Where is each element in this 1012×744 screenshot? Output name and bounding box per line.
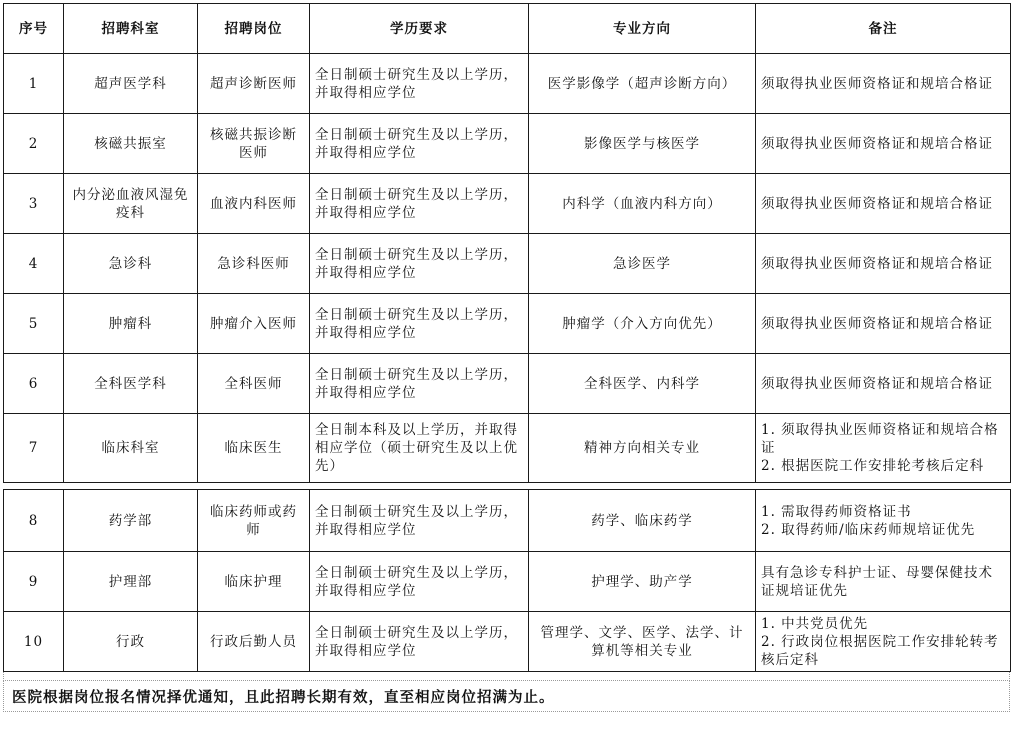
note-line: 2. 行政岗位根据医院工作安排轮转考核后定科 bbox=[761, 633, 999, 668]
cell-dept: 急诊科 bbox=[64, 234, 198, 294]
cell-no: 9 bbox=[4, 552, 64, 612]
cell-no: 3 bbox=[4, 174, 64, 234]
cell-notes bbox=[756, 552, 1011, 612]
cell-education: 全日制硕士研究生及以上学历，并取得相应学位 bbox=[310, 354, 529, 414]
cell-major: 肿瘤学（介入方向优先） bbox=[529, 294, 756, 354]
cell-dept: 内分泌血液风湿免疫科 bbox=[64, 174, 198, 234]
cell-major: 精神方向相关专业 bbox=[529, 414, 756, 483]
note-line: 须取得执业医师资格证和规培合格证 bbox=[761, 195, 993, 212]
note-line: 须取得执业医师资格证和规培合格证 bbox=[761, 315, 993, 332]
cell-dept: 全科医学科 bbox=[64, 354, 198, 414]
note-line: 须取得执业医师资格证和规培合格证 bbox=[761, 75, 993, 92]
table-row bbox=[4, 414, 1011, 483]
cell-education: 全日制本科及以上学历，并取得相应学位（硕士研究生及以上优先） bbox=[310, 414, 529, 483]
cell-notes bbox=[756, 294, 1011, 354]
cell-post: 全科医师 bbox=[198, 354, 310, 414]
cell-no: 1 bbox=[4, 54, 64, 114]
cell-notes bbox=[756, 174, 1011, 234]
cell-no: 2 bbox=[4, 114, 64, 174]
cell-no: 10 bbox=[4, 612, 64, 672]
header-education: 学历要求 bbox=[310, 4, 529, 54]
recruitment-table-part2 bbox=[3, 489, 1011, 672]
cell-post: 临床药师或药师 bbox=[198, 490, 310, 552]
cell-major: 急诊医学 bbox=[529, 234, 756, 294]
footer-spacer bbox=[3, 672, 1010, 681]
cell-notes bbox=[756, 612, 1011, 672]
cell-post: 临床医生 bbox=[198, 414, 310, 483]
header-major: 专业方向 bbox=[529, 4, 756, 54]
cell-no: 6 bbox=[4, 354, 64, 414]
cell-post: 血液内科医师 bbox=[198, 174, 310, 234]
cell-education: 全日制硕士研究生及以上学历，并取得相应学位 bbox=[310, 490, 529, 552]
cell-education: 全日制硕士研究生及以上学历，并取得相应学位 bbox=[310, 294, 529, 354]
cell-dept: 核磁共振室 bbox=[64, 114, 198, 174]
cell-education: 全日制硕士研究生及以上学历，并取得相应学位 bbox=[310, 552, 529, 612]
note-line: 须取得执业医师资格证和规培合格证 bbox=[761, 135, 993, 152]
cell-no: 4 bbox=[4, 234, 64, 294]
cell-notes bbox=[756, 234, 1011, 294]
cell-notes bbox=[756, 54, 1011, 114]
cell-dept: 行政 bbox=[64, 612, 198, 672]
cell-post: 行政后勤人员 bbox=[198, 612, 310, 672]
note-line: 须取得执业医师资格证和规培合格证 bbox=[761, 375, 993, 392]
cell-notes bbox=[756, 354, 1011, 414]
cell-dept: 肿瘤科 bbox=[64, 294, 198, 354]
cell-no: 5 bbox=[4, 294, 64, 354]
cell-major: 护理学、助产学 bbox=[529, 552, 756, 612]
note-line: 2. 取得药师/临床药师规培证优先 bbox=[761, 521, 976, 538]
cell-major: 内科学（血液内科方向） bbox=[529, 174, 756, 234]
cell-major: 医学影像学（超声诊断方向） bbox=[529, 54, 756, 114]
cell-education: 全日制硕士研究生及以上学历，并取得相应学位 bbox=[310, 612, 529, 672]
cell-post: 核磁共振诊断医师 bbox=[198, 114, 310, 174]
cell-post: 肿瘤介入医师 bbox=[198, 294, 310, 354]
table-row bbox=[4, 552, 1011, 612]
cell-no: 7 bbox=[4, 414, 64, 483]
cell-notes bbox=[756, 414, 1011, 483]
cell-notes bbox=[756, 114, 1011, 174]
table-row bbox=[4, 490, 1011, 552]
table-row bbox=[4, 294, 1011, 354]
note-line: 1. 中共党员优先 bbox=[761, 615, 869, 632]
cell-dept: 药学部 bbox=[64, 490, 198, 552]
cell-notes bbox=[756, 490, 1011, 552]
recruitment-table-part1 bbox=[3, 3, 1011, 483]
note-line: 1. 须取得执业医师资格证和规培合格证 bbox=[761, 422, 999, 456]
table-row bbox=[4, 354, 1011, 414]
cell-education: 全日制硕士研究生及以上学历，并取得相应学位 bbox=[310, 114, 529, 174]
cell-major: 影像医学与核医学 bbox=[529, 114, 756, 174]
table-row bbox=[4, 612, 1011, 672]
header-notes: 备注 bbox=[756, 4, 1011, 54]
header-no: 序号 bbox=[4, 4, 64, 54]
note-line: 须取得执业医师资格证和规培合格证 bbox=[761, 255, 993, 272]
footer-note: 医院根据岗位报名情况择优通知，且此招聘长期有效，直至相应岗位招满为止。 bbox=[3, 681, 1010, 712]
cell-dept: 护理部 bbox=[64, 552, 198, 612]
note-line: 具有急诊专科护士证、母婴保健技术证规培证优先 bbox=[761, 564, 993, 599]
cell-dept: 临床科室 bbox=[64, 414, 198, 483]
note-line: 2. 根据医院工作安排轮考核后定科 bbox=[761, 458, 985, 474]
cell-dept: 超声医学科 bbox=[64, 54, 198, 114]
cell-post: 超声诊断医师 bbox=[198, 54, 310, 114]
recruitment-document bbox=[3, 3, 1010, 712]
table-row bbox=[4, 234, 1011, 294]
cell-education: 全日制硕士研究生及以上学历，并取得相应学位 bbox=[310, 54, 529, 114]
table-row bbox=[4, 114, 1011, 174]
table-row bbox=[4, 174, 1011, 234]
cell-post: 临床护理 bbox=[198, 552, 310, 612]
header-dept: 招聘科室 bbox=[64, 4, 198, 54]
cell-education: 全日制硕士研究生及以上学历，并取得相应学位 bbox=[310, 174, 529, 234]
cell-post: 急诊科医师 bbox=[198, 234, 310, 294]
cell-major: 药学、临床药学 bbox=[529, 490, 756, 552]
cell-education: 全日制硕士研究生及以上学历，并取得相应学位 bbox=[310, 234, 529, 294]
header-post: 招聘岗位 bbox=[198, 4, 310, 54]
cell-major: 管理学、文学、医学、法学、计算机等相关专业 bbox=[529, 612, 756, 672]
table-row bbox=[4, 54, 1011, 114]
cell-major: 全科医学、内科学 bbox=[529, 354, 756, 414]
cell-no: 8 bbox=[4, 490, 64, 552]
table-header-row bbox=[4, 4, 1011, 54]
note-line: 1. 需取得药师资格证书 bbox=[761, 503, 912, 520]
